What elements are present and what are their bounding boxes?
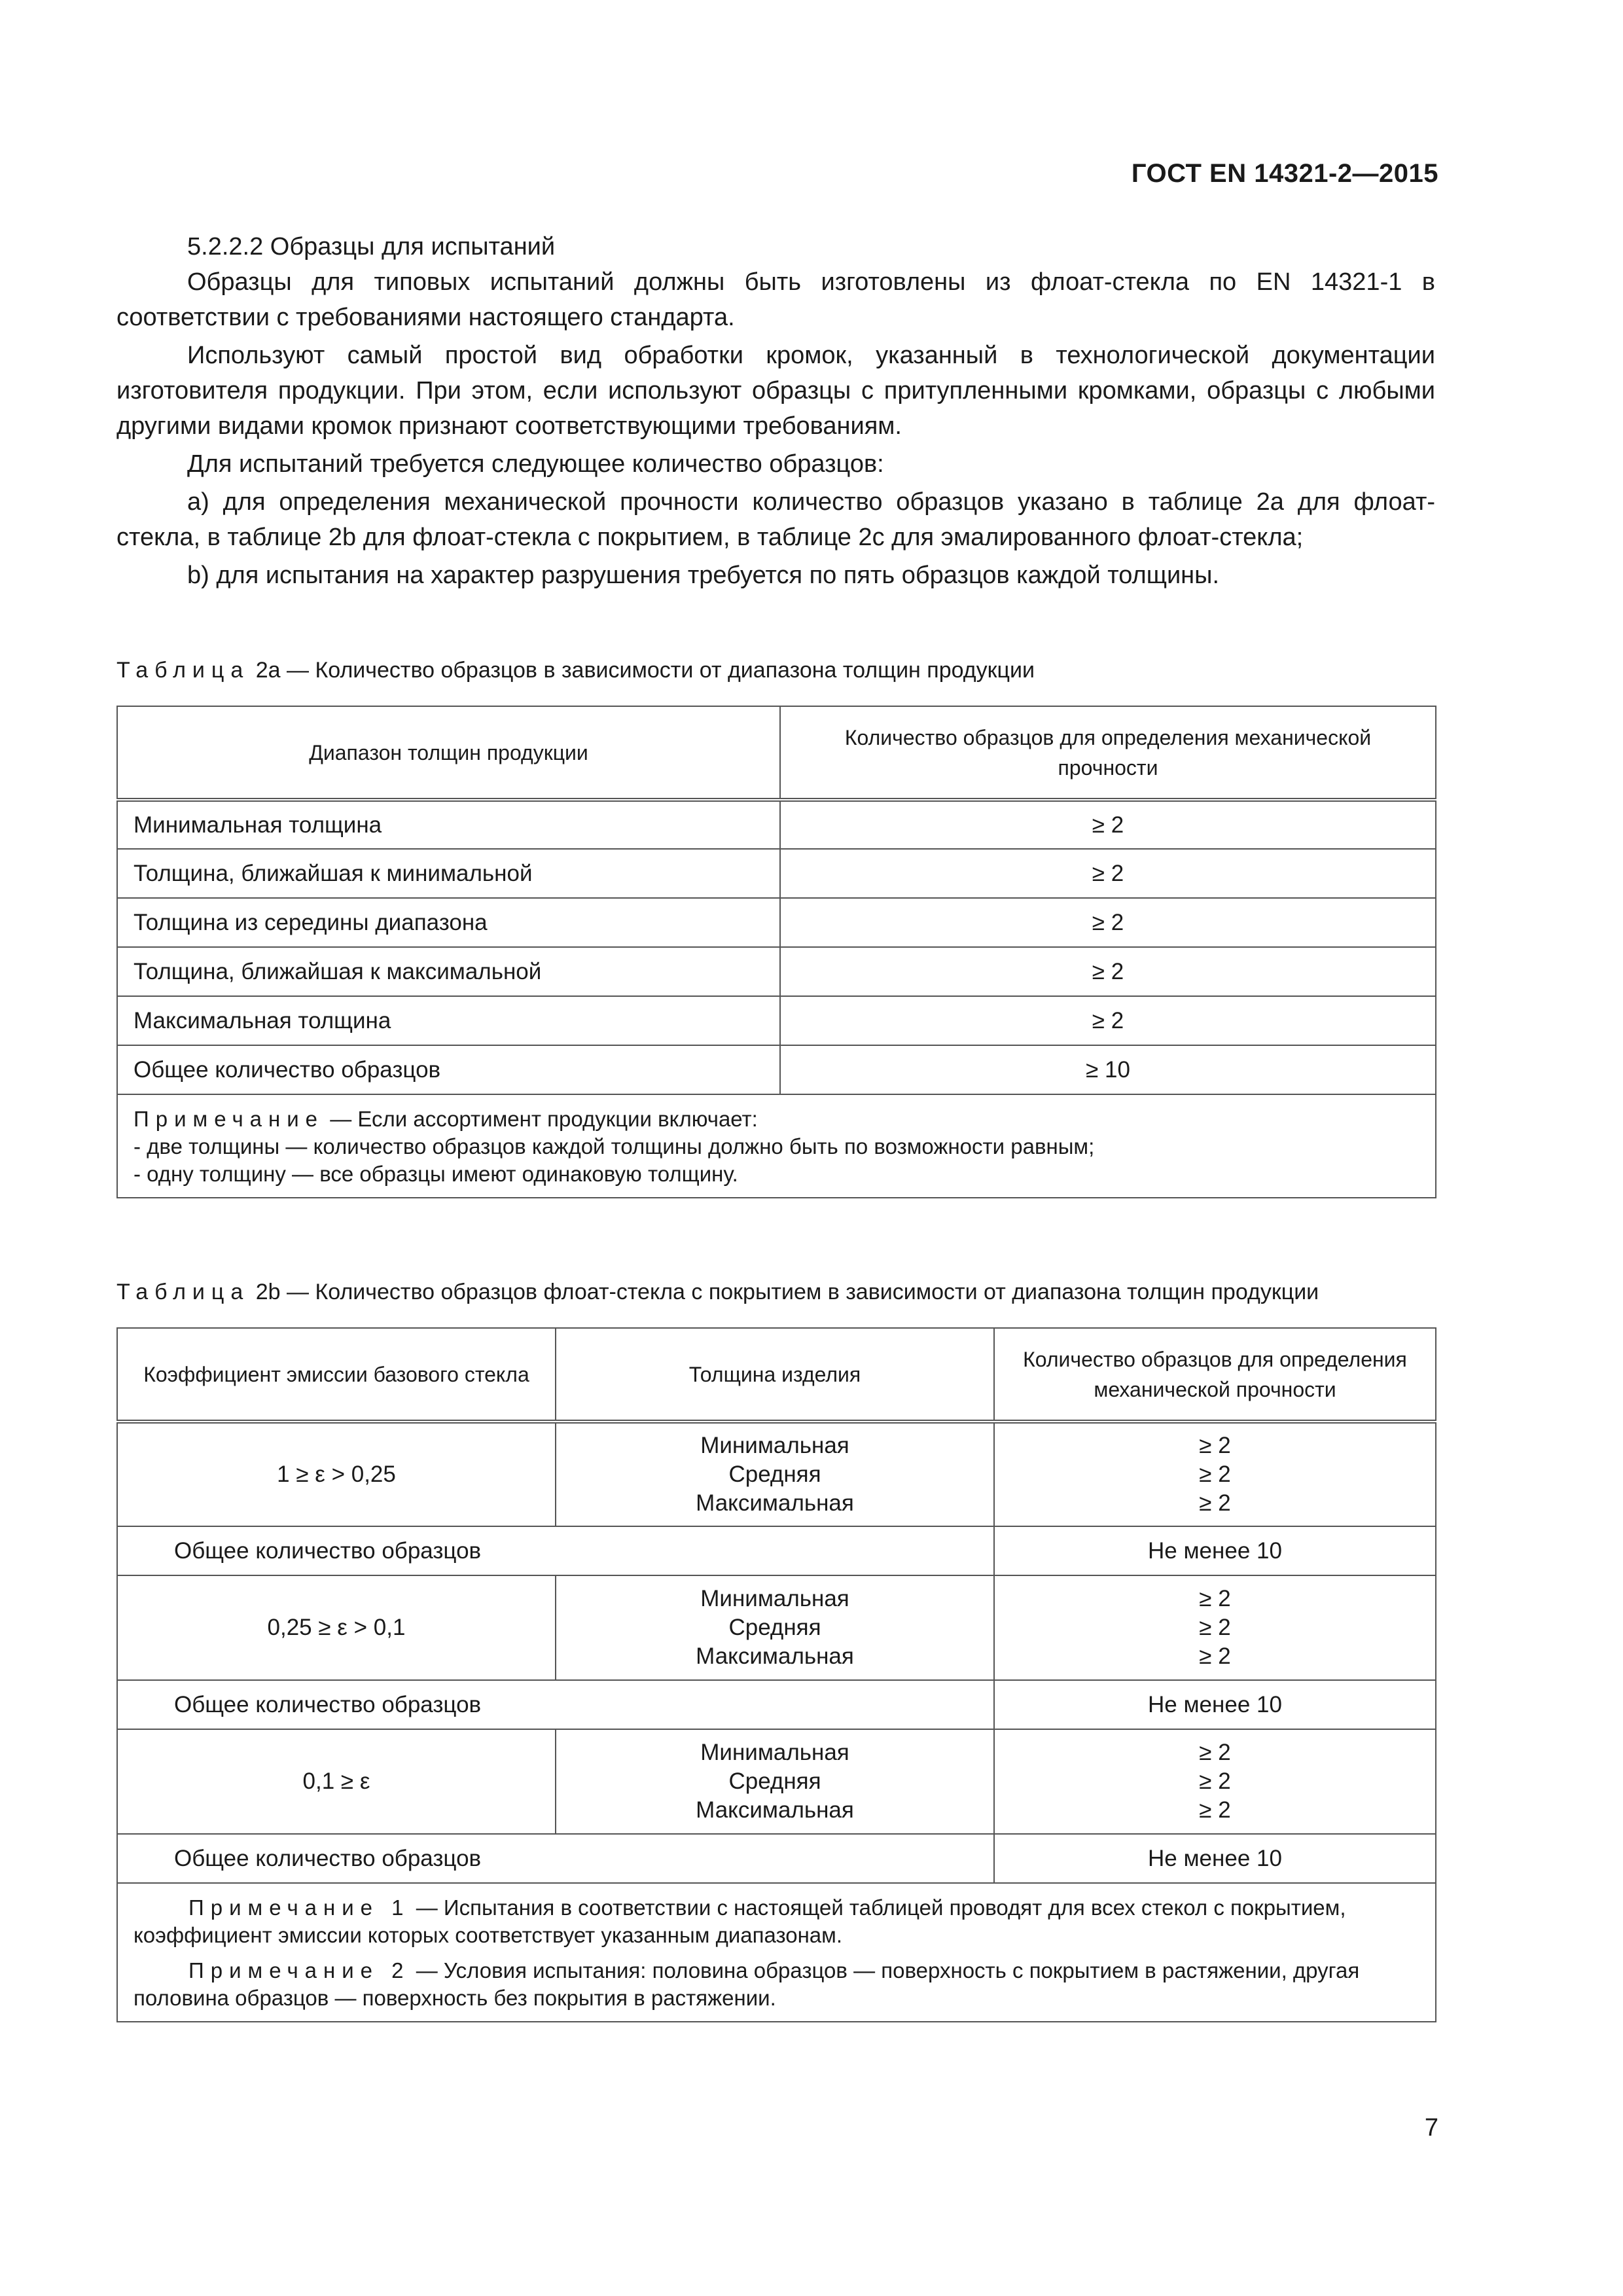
note-item: - одну толщину — все образцы имеют одинаковую толщину. bbox=[134, 1162, 738, 1186]
count-cell bbox=[994, 1575, 1436, 1680]
count-value: ≥ 2 bbox=[1199, 1740, 1231, 1765]
total-value: Не менее 10 bbox=[994, 1526, 1436, 1575]
table-row bbox=[117, 1575, 1436, 1680]
note-label-text: Примечание 1 bbox=[188, 1895, 410, 1920]
paragraph: Для испытаний требуется следующее количество образцов: bbox=[187, 450, 884, 478]
table-row bbox=[117, 1729, 1436, 1834]
thickness-value: Средняя bbox=[728, 1462, 821, 1487]
column-header: Диапазон толщин продукции bbox=[117, 706, 780, 800]
total-value: Не менее 10 bbox=[994, 1834, 1436, 1883]
document-id: ГОСТ EN 14321-2—2015 bbox=[1131, 159, 1438, 188]
thickness-value: Максимальная bbox=[696, 1643, 854, 1669]
table-2b bbox=[116, 1327, 1436, 2022]
table-2a-caption bbox=[116, 658, 1035, 683]
table-note-row bbox=[117, 1883, 1436, 2022]
thickness-cell bbox=[556, 1575, 994, 1680]
thickness-value: Минимальная bbox=[700, 1586, 849, 1611]
count-value: ≥ 2 bbox=[1199, 1586, 1231, 1611]
table-cell: Минимальная толщина bbox=[117, 800, 780, 849]
table-cell: Максимальная толщина bbox=[117, 996, 780, 1045]
table-row bbox=[117, 1422, 1436, 1526]
emission-range: 0,1 ≥ ε bbox=[117, 1729, 556, 1834]
table-2b-caption bbox=[116, 1280, 1319, 1305]
caption-text: — Количество образцов флоат-стекла с покрытием в зависимости от диапазона толщин продукции bbox=[287, 1280, 1319, 1304]
paragraph: Образцы для типовых испытаний должны быть изготовлены из флоат-стекла по EN 14321-1 в соответствии с требованиями настоящего стандарта. bbox=[116, 268, 1435, 331]
table-row bbox=[117, 1045, 1436, 1094]
thickness-value: Минимальная bbox=[700, 1740, 849, 1765]
total-label: Общее количество образцов bbox=[117, 1680, 994, 1729]
note-heading bbox=[134, 1105, 1419, 1133]
note-label: Примечание bbox=[134, 1107, 325, 1131]
caption-label: Таблица bbox=[116, 1280, 250, 1304]
count-value: ≥ 2 bbox=[1199, 1433, 1231, 1458]
note bbox=[134, 1894, 1419, 1949]
count-cell bbox=[994, 1729, 1436, 1834]
thickness-value: Минимальная bbox=[700, 1433, 849, 1458]
note-label bbox=[134, 1958, 410, 1982]
caption-text: — Количество образцов в зависимости от диапазона толщин продукции bbox=[287, 658, 1035, 683]
thickness-value: Средняя bbox=[728, 1615, 821, 1640]
table-row bbox=[117, 898, 1436, 947]
total-label: Общее количество образцов bbox=[117, 1834, 994, 1883]
thickness-value: Максимальная bbox=[696, 1490, 854, 1516]
column-header: Количество образцов для определения механической прочности bbox=[994, 1328, 1436, 1422]
paragraph: b) для испытания на характер разрушения требуется по пять образцов каждой толщины. bbox=[187, 562, 1220, 589]
thickness-value: Максимальная bbox=[696, 1797, 854, 1823]
column-header: Коэффициент эмиссии базового стекла bbox=[117, 1328, 556, 1422]
total-label: Общее количество образцов bbox=[117, 1526, 994, 1575]
note-label-text: Примечание 2 bbox=[188, 1958, 410, 1982]
table-cell: ≥ 2 bbox=[780, 947, 1436, 996]
table-row bbox=[117, 947, 1436, 996]
total-value: Не менее 10 bbox=[994, 1680, 1436, 1729]
count-value: ≥ 2 bbox=[1199, 1615, 1231, 1640]
table-note bbox=[117, 1094, 1436, 1198]
note-text: — Испытания в соответствии с настоящей таблицей проводят для всех стекол с покрытием, коэффициент эмиссии которых соответствует указанным диапазонам. bbox=[134, 1895, 1346, 1947]
note-text: — Условия испытания: половина образцов — поверхность с покрытием в растяжении, другая половина образцов — поверхность без покрытия в растяжении. bbox=[134, 1958, 1360, 2010]
caption-number: 2a bbox=[255, 658, 281, 683]
table-total-row bbox=[117, 1680, 1436, 1729]
note-label bbox=[134, 1895, 410, 1920]
table-notes bbox=[117, 1883, 1436, 2022]
table-row bbox=[117, 800, 1436, 849]
paragraph: Используют самый простой вид обработки кромок, указанный в технологической документации изготовителя продукции. При этом, если используют образцы с притупленными кромками, образцы с любыми другими видами кромок признают соответствующими требованиям. bbox=[116, 342, 1435, 440]
table-cell: ≥ 2 bbox=[780, 849, 1436, 898]
note-item: - две толщины — количество образцов каждой толщины должно быть по возможности равным; bbox=[134, 1134, 1095, 1158]
caption-number: 2b bbox=[255, 1280, 281, 1304]
note bbox=[134, 1957, 1419, 2012]
paragraph: a) для определения механической прочности количество образцов указано в таблице 2a для флоат-стекла, в таблице 2b для флоат-стекла с покрытием, в таблице 2c для эмалированного флоат-стекла; bbox=[116, 488, 1435, 551]
page-number: 7 bbox=[1424, 2114, 1438, 2142]
table-total-row bbox=[117, 1526, 1436, 1575]
note-intro: — Если ассортимент продукции включает: bbox=[330, 1107, 758, 1131]
section-heading: 5.2.2.2 Образцы для испытаний bbox=[187, 233, 556, 260]
table-cell: ≥ 10 bbox=[780, 1045, 1436, 1094]
count-value: ≥ 2 bbox=[1199, 1768, 1231, 1794]
thickness-value: Средняя bbox=[728, 1768, 821, 1794]
table-cell: Толщина, ближайшая к максимальной bbox=[117, 947, 780, 996]
thickness-cell bbox=[556, 1422, 994, 1526]
emission-range: 1 ≥ ε > 0,25 bbox=[117, 1422, 556, 1526]
table-cell: Толщина, ближайшая к минимальной bbox=[117, 849, 780, 898]
count-value: ≥ 2 bbox=[1199, 1643, 1231, 1669]
table-cell: ≥ 2 bbox=[780, 996, 1436, 1045]
emission-range: 0,25 ≥ ε > 0,1 bbox=[117, 1575, 556, 1680]
count-value: ≥ 2 bbox=[1199, 1797, 1231, 1823]
table-total-row bbox=[117, 1834, 1436, 1883]
count-cell bbox=[994, 1422, 1436, 1526]
body-text bbox=[116, 229, 1435, 593]
table-cell: Общее количество образцов bbox=[117, 1045, 780, 1094]
table-cell: Толщина из середины диапазона bbox=[117, 898, 780, 947]
column-header: Толщина изделия bbox=[556, 1328, 994, 1422]
table-cell: ≥ 2 bbox=[780, 898, 1436, 947]
thickness-cell bbox=[556, 1729, 994, 1834]
table-note-row bbox=[117, 1094, 1436, 1198]
table-cell: ≥ 2 bbox=[780, 800, 1436, 849]
table-2a bbox=[116, 706, 1436, 1198]
count-value: ≥ 2 bbox=[1199, 1490, 1231, 1516]
column-header: Количество образцов для определения механической прочности bbox=[780, 706, 1436, 800]
caption-label: Таблица bbox=[116, 658, 250, 683]
table-row bbox=[117, 849, 1436, 898]
table-row bbox=[117, 996, 1436, 1045]
count-value: ≥ 2 bbox=[1199, 1462, 1231, 1487]
